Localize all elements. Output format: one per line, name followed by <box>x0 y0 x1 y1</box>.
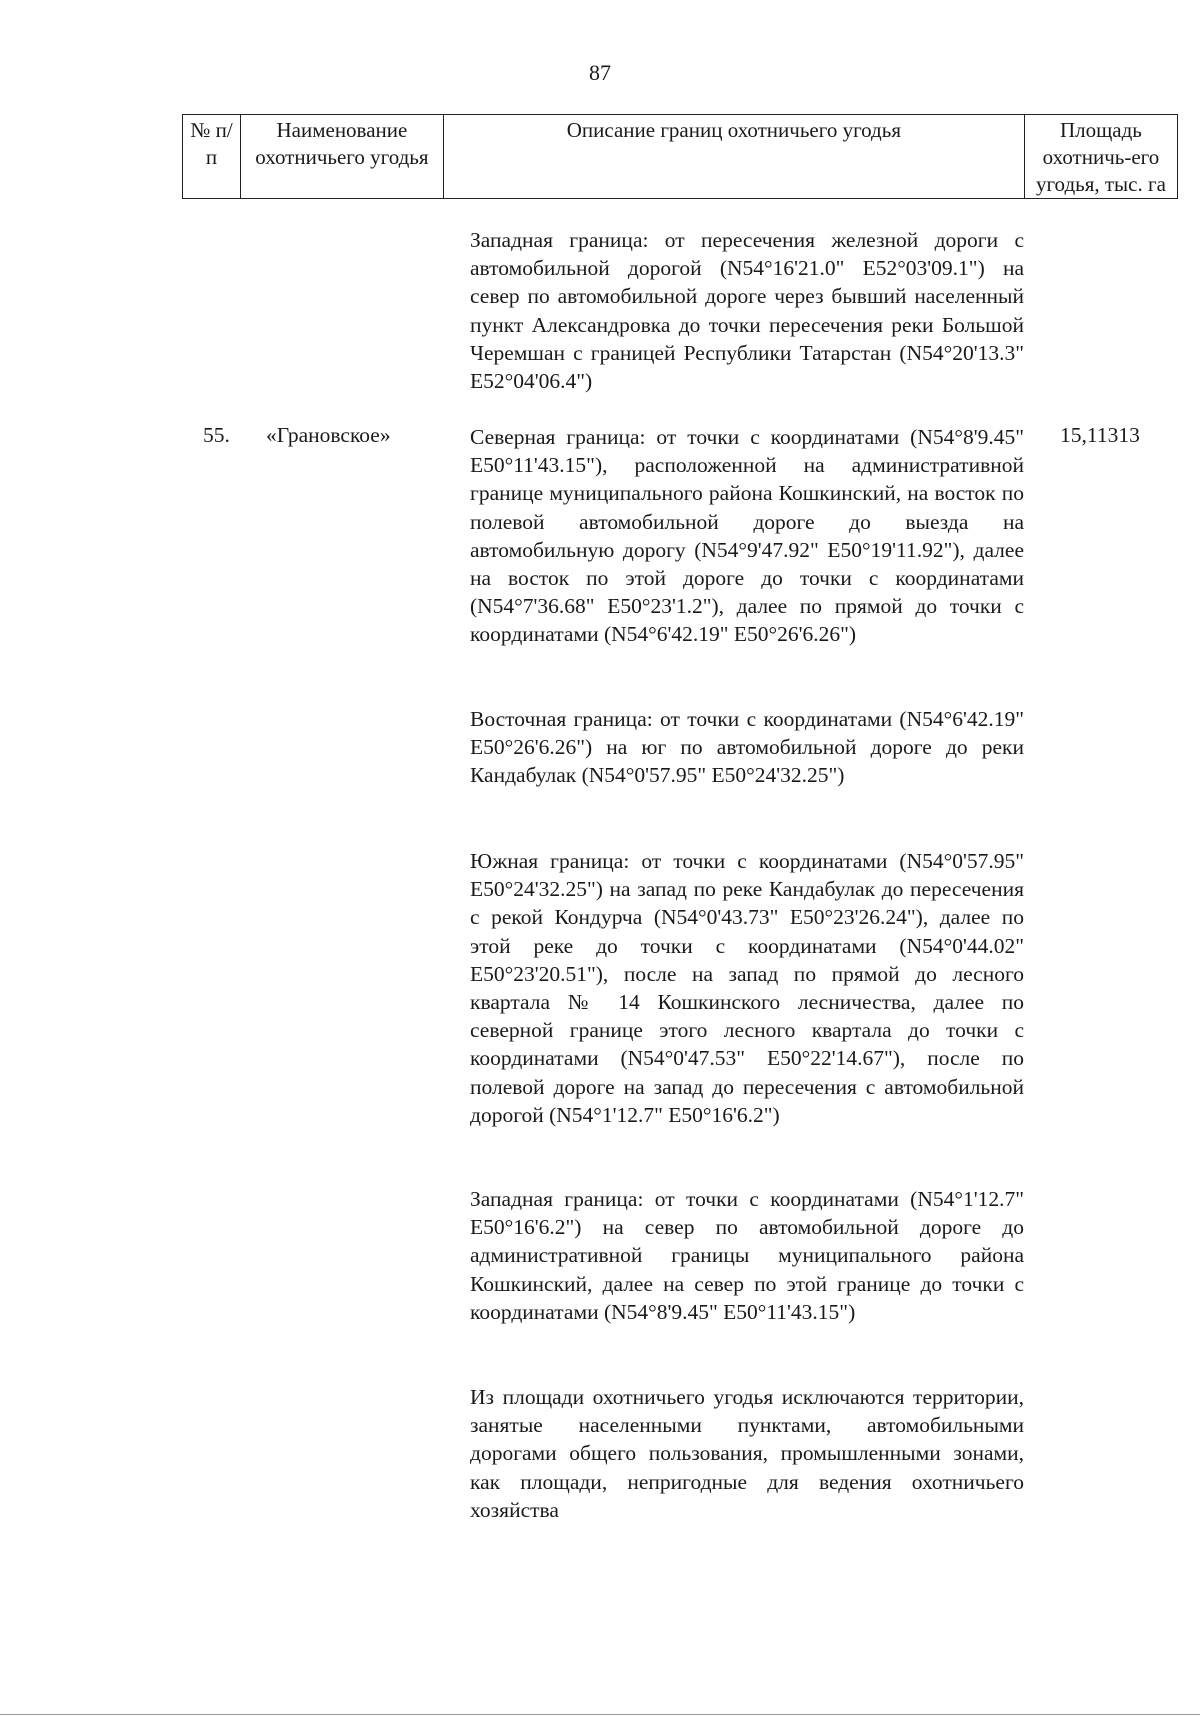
header-number: № п/п <box>183 115 241 199</box>
row-number: 55. <box>203 423 230 447</box>
prev-western-boundary: Западная граница: от пересечения железной дороги с автомобильной дорогой (N54°16'21.0" E52°03'09.1") на север по автомобильной дороге через бывший населенный пункт Александровка до точки пересечения реки Большой Черемшан с границей Республики Татарстан (N54°20'13.3" E52°04'06.4") <box>470 228 1024 394</box>
header-name: Наименование охотничьего угодья <box>241 115 444 199</box>
header-area: Площадь охотничь-его угодья, тыс. га <box>1024 115 1177 199</box>
table-header <box>182 114 1178 199</box>
page-number: 87 <box>589 60 611 85</box>
row-area: 15,11313 <box>1060 423 1140 447</box>
row-name: «Грановское» <box>266 423 391 447</box>
southern-boundary: Южная граница: от точки с координатами (N54°0'57.95" E50°24'32.25") на запад по реке Кандабулак до пересечения с рекой Кондурча (N54°0'43.73" E50°23'26.24"), далее по этой реке до точки с координатами (N54°0'44.02" E50°23'20.51"), после на запад по прямой до лесного квартала № 14 Кошкинского лесничества, далее по северной границе этого лесного квартала до точки с координатами (N54°0'47.53" E50°22'14.67"), после по полевой дороге на запад до пересечения с автомобильной дорогой (N54°1'12.7" E50°16'6.2") <box>470 849 1024 1127</box>
northern-boundary: Северная граница: от точки с координатами (N54°8'9.45" E50°11'43.15"), расположенной на административной границе муниципального района Кошкинский, на восток по полевой автомобильной дороге до выезда на автомобильную дорогу (N54°9'47.92" E50°19'11.92"), далее на восток по этой дороге до точки с координатами (N54°7'36.68" E50°23'1.2"), далее по прямой до точки с координатами (N54°6'42.19" E50°26'6.26") <box>470 425 1024 647</box>
western-boundary: Западная граница: от точки с координатами (N54°1'12.7" E50°16'6.2") на север по автомобильной дороге до административной границы муниципального района Кошкинский, далее на север по этой границе до точки с координатами (N54°8'9.45" E50°11'43.15") <box>470 1187 1024 1324</box>
eastern-boundary: Восточная граница: от точки с координатами (N54°6'42.19" E50°26'6.26") на юг по автомобильной дороге до реки Кандабулак (N54°0'57.95" E50°24'32.25") <box>470 707 1024 788</box>
bottom-edge-line <box>0 1714 1200 1715</box>
exclusion-note: Из площади охотничьего угодья исключаются территории, занятые населенными пунктами, автомобильными дорогами общего пользования, промышленными зонами, как площади, непригодные для ведения охотничьего хозяйства <box>470 1385 1024 1522</box>
header-description: Описание границ охотничьего угодья <box>443 115 1024 199</box>
